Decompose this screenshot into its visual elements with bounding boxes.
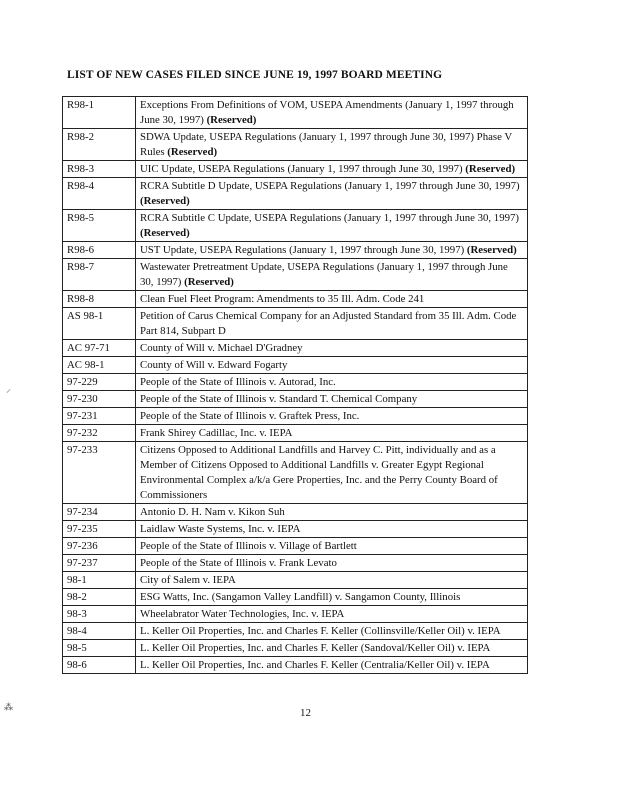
- case-number: 97-231: [63, 408, 136, 425]
- reserved-label: (Reserved): [140, 227, 190, 239]
- case-description: RCRA Subtitle D Update, USEPA Regulations (January 1, 1997 through June 30, 1997): [140, 180, 520, 192]
- case-description: Exceptions From Definitions of VOM, USEPA Amendments (January 1, 1997 through June 30, 1997): [140, 99, 514, 126]
- case-description: L. Keller Oil Properties, Inc. and Charles F. Keller (Sandoval/Keller Oil) v. IEPA: [140, 642, 491, 654]
- case-description-cell: [136, 555, 528, 572]
- case-description-cell: [136, 589, 528, 606]
- case-description-cell: [136, 623, 528, 640]
- case-description-cell: [136, 178, 528, 210]
- case-number: 98-3: [63, 606, 136, 623]
- case-description: Petition of Carus Chemical Company for an Adjusted Standard from 35 Ill. Adm. Code Part 814, Subpart D: [140, 310, 517, 337]
- case-description-cell: [136, 210, 528, 242]
- cases-table: [62, 96, 528, 674]
- table-row: [63, 555, 528, 572]
- case-number: AC 97-71: [63, 340, 136, 357]
- table-row: [63, 640, 528, 657]
- case-number: R98-7: [63, 259, 136, 291]
- case-description-cell: [136, 442, 528, 504]
- case-description-cell: [136, 374, 528, 391]
- table-row: [63, 606, 528, 623]
- table-row: [63, 129, 528, 161]
- case-description: Laidlaw Waste Systems, Inc. v. IEPA: [140, 523, 301, 535]
- case-description-cell: [136, 391, 528, 408]
- table-row: [63, 340, 528, 357]
- case-description: County of Will v. Edward Fogarty: [140, 359, 288, 371]
- table-row: [63, 308, 528, 340]
- case-number: R98-1: [63, 97, 136, 129]
- case-description: Clean Fuel Fleet Program: Amendments to 35 Ill. Adm. Code 241: [140, 293, 425, 305]
- case-number: R98-3: [63, 161, 136, 178]
- case-description-cell: [136, 657, 528, 674]
- case-description: L. Keller Oil Properties, Inc. and Charles F. Keller (Centralia/Keller Oil) v. IEPA: [140, 659, 490, 671]
- table-row: [63, 97, 528, 129]
- table-row: [63, 291, 528, 308]
- case-description: Citizens Opposed to Additional Landfills and Harvey C. Pitt, individually and as a Member of Citizens Opposed to Additional Landfills v. Greater Egypt Regional Environmental Complex a/k/a Gere Properties, Inc. and the Perry County Board of Commissioners: [140, 444, 498, 501]
- case-description-cell: [136, 242, 528, 259]
- case-description: RCRA Subtitle C Update, USEPA Regulations (January 1, 1997 through June 30, 1997): [140, 212, 519, 224]
- case-description-cell: [136, 425, 528, 442]
- case-description-cell: [136, 357, 528, 374]
- reserved-label: (Reserved): [167, 146, 218, 158]
- case-number: R98-8: [63, 291, 136, 308]
- cases-table-body: [63, 97, 528, 674]
- table-row: [63, 210, 528, 242]
- case-description: People of the State of Illinois v. Graftek Press, Inc.: [140, 410, 360, 422]
- reserved-label: (Reserved): [465, 163, 516, 175]
- table-row: [63, 178, 528, 210]
- table-row: [63, 504, 528, 521]
- table-row: [63, 408, 528, 425]
- case-description: County of Will v. Michael D'Gradney: [140, 342, 303, 354]
- case-description-cell: [136, 521, 528, 538]
- scan-speck: ⸝: [6, 384, 11, 395]
- case-number: 97-232: [63, 425, 136, 442]
- case-number: 97-229: [63, 374, 136, 391]
- table-row: [63, 391, 528, 408]
- case-description: City of Salem v. IEPA: [140, 574, 236, 586]
- case-number: 98-2: [63, 589, 136, 606]
- case-description-cell: [136, 340, 528, 357]
- case-description-cell: [136, 129, 528, 161]
- table-row: [63, 521, 528, 538]
- case-number: AC 98-1: [63, 357, 136, 374]
- case-number: R98-6: [63, 242, 136, 259]
- table-row: [63, 589, 528, 606]
- table-row: [63, 357, 528, 374]
- case-description: People of the State of Illinois v. Autorad, Inc.: [140, 376, 336, 388]
- case-description: Wastewater Pretreatment Update, USEPA Regulations (January 1, 1997 through June 30, 1997): [140, 261, 508, 288]
- reserved-label: (Reserved): [140, 195, 190, 207]
- case-number: 97-234: [63, 504, 136, 521]
- case-description-cell: [136, 572, 528, 589]
- case-description-cell: [136, 538, 528, 555]
- case-number: 97-233: [63, 442, 136, 504]
- case-number: 98-5: [63, 640, 136, 657]
- case-number: 97-235: [63, 521, 136, 538]
- case-description-cell: [136, 408, 528, 425]
- case-number: 98-1: [63, 572, 136, 589]
- page-number: 12: [300, 707, 311, 719]
- case-description-cell: [136, 504, 528, 521]
- case-description: L. Keller Oil Properties, Inc. and Charles F. Keller (Collinsville/Keller Oil) v. IEPA: [140, 625, 501, 637]
- case-description-cell: [136, 291, 528, 308]
- case-description: UST Update, USEPA Regulations (January 1, 1997 through June 30, 1997): [140, 244, 465, 256]
- table-row: [63, 242, 528, 259]
- case-description-cell: [136, 161, 528, 178]
- case-description: People of the State of Illinois v. Village of Bartlett: [140, 540, 357, 552]
- table-row: [63, 572, 528, 589]
- case-number: R98-5: [63, 210, 136, 242]
- case-description: People of the State of Illinois v. Frank Levato: [140, 557, 337, 569]
- table-row: [63, 442, 528, 504]
- case-number: AS 98-1: [63, 308, 136, 340]
- case-description-cell: [136, 308, 528, 340]
- case-description: Wheelabrator Water Technologies, Inc. v. IEPA: [140, 608, 345, 620]
- table-row: [63, 425, 528, 442]
- table-row: [63, 657, 528, 674]
- case-number: 97-236: [63, 538, 136, 555]
- reserved-label: (Reserved): [206, 114, 257, 126]
- table-row: [63, 623, 528, 640]
- case-number: 97-230: [63, 391, 136, 408]
- reserved-label: (Reserved): [184, 276, 234, 288]
- case-description-cell: [136, 640, 528, 657]
- case-number: 97-237: [63, 555, 136, 572]
- case-number: 98-4: [63, 623, 136, 640]
- table-row: [63, 538, 528, 555]
- case-description: Frank Shirey Cadillac, Inc. v. IEPA: [140, 427, 293, 439]
- case-description: ESG Watts, Inc. (Sangamon Valley Landfill) v. Sangamon County, Illinois: [140, 591, 461, 603]
- case-number: R98-2: [63, 129, 136, 161]
- case-number: 98-6: [63, 657, 136, 674]
- reserved-label: (Reserved): [466, 244, 517, 256]
- case-description-cell: [136, 259, 528, 291]
- case-description: People of the State of Illinois v. Standard T. Chemical Company: [140, 393, 418, 405]
- case-description: Antonio D. H. Nam v. Kikon Suh: [140, 506, 285, 518]
- scan-speck: ⁂: [4, 702, 13, 712]
- case-description: SDWA Update, USEPA Regulations (January 1, 1997 through June 30, 1997) Phase V Rules: [140, 131, 512, 158]
- case-description-cell: [136, 97, 528, 129]
- case-description: UIC Update, USEPA Regulations (January 1, 1997 through June 30, 1997): [140, 163, 463, 175]
- document-title: LIST OF NEW CASES FILED SINCE JUNE 19, 1997 BOARD MEETING: [67, 69, 443, 81]
- case-number: R98-4: [63, 178, 136, 210]
- case-description-cell: [136, 606, 528, 623]
- table-row: [63, 374, 528, 391]
- table-row: [63, 259, 528, 291]
- table-row: [63, 161, 528, 178]
